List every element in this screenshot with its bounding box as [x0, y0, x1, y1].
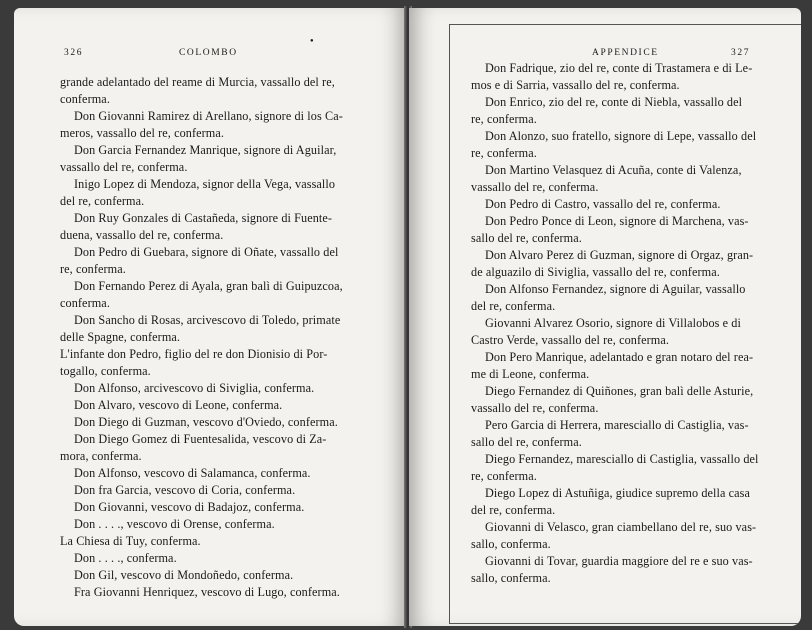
text-line: re, conferma. [471, 112, 537, 126]
page-number-right: 327 [731, 48, 751, 58]
text-line: Don Alvaro, vescovo di Leone, conferma. [74, 398, 283, 412]
text-line: Don Fadrique, zio del re, conte di Trastamera e di Le- [485, 61, 753, 75]
text-line: Diego Lopez di Astuñiga, giudice supremo della casa [485, 486, 751, 500]
text-line: vassallo del re, conferma. [471, 180, 599, 194]
text-line: Don Alfonso Fernandez, signore di Aguilar, vassallo [485, 282, 746, 296]
text-line: Don Sancho di Rosas, arcivescovo di Toledo, primate [74, 313, 341, 327]
text-line: sallo del re, conferma. [471, 435, 582, 449]
text-line: Diego Fernandez, maresciallo di Castiglia, vassallo del [485, 452, 759, 466]
text-line: Don Gil, vescovo di Mondoñedo, conferma. [74, 568, 294, 582]
text-line: Don Fernando Perez di Ayala, gran balì di Guipuzcoa, [74, 279, 343, 293]
text-line: me di Leone, conferma. [471, 367, 590, 381]
ink-speck: ● [310, 38, 314, 44]
text-line: Don Giovanni, vescovo di Badajoz, conferma. [74, 500, 305, 514]
text-line: L'infante don Pedro, figlio del re don Dionisio di Por- [60, 347, 328, 361]
text-line: delle Spagne, conferma. [60, 330, 181, 344]
page-number-left: 326 [64, 48, 84, 58]
text-line: Don Pero Manrique, adelantado e gran notaro del rea- [485, 350, 754, 364]
text-line: Pero Garcia di Herrera, maresciallo di Castiglia, vas- [485, 418, 749, 432]
text-line: re, conferma. [471, 469, 537, 483]
text-line: Don Martino Velasquez di Acuña, conte di Valenza, [485, 163, 742, 177]
text-line: re, conferma. [471, 146, 537, 160]
text-line: Don Alfonso, arcivescovo di Siviglia, conferma. [74, 381, 315, 395]
text-line: Giovanni Alvarez Osorio, signore di Villalobos e di [485, 316, 741, 330]
text-line: conferma. [60, 296, 110, 310]
running-head-left: COLOMBO [179, 48, 238, 58]
text-line: Don Pedro di Guebara, signore di Oñate, vassallo del [74, 245, 339, 259]
text-line: Don Diego di Guzman, vescovo d'Oviedo, conferma. [74, 415, 338, 429]
left-page [14, 8, 407, 626]
text-line: Fra Giovanni Henriquez, vescovo di Lugo, conferma. [74, 585, 340, 599]
text-line: Don Pedro Ponce di Leon, signore di Marchena, vas- [485, 214, 749, 228]
text-line: Diego Fernandez di Quiñones, gran balì delle Asturie, [485, 384, 754, 398]
text-line: meros, vassallo del re, conferma. [60, 126, 225, 140]
text-line: Giovanni di Velasco, gran ciambellano del re, suo vas- [485, 520, 757, 534]
text-line: del re, conferma. [60, 194, 145, 208]
text-line: Don Alonzo, suo fratello, signore di Lepe, vassallo del [485, 129, 757, 143]
text-line: Don Pedro di Castro, vassallo del re, conferma. [485, 197, 721, 211]
text-line: Don fra Garcia, vescovo di Coria, conferma. [74, 483, 296, 497]
text-line: del re, conferma. [471, 503, 556, 517]
text-line: mora, conferma. [60, 449, 142, 463]
text-line: Don Diego Gomez di Fuentesalida, vescovo di Za- [74, 432, 327, 446]
text-line: conferma. [60, 92, 110, 106]
text-line: Don Garcia Fernandez Manrique, signore di Aguilar, [74, 143, 337, 157]
text-line: grande adelantado del reame di Murcia, vassallo del re, [60, 75, 335, 89]
text-line: Castro Verde, vassallo del re, conferma. [471, 333, 670, 347]
text-line: Don Giovanni Ramirez di Arellano, signore di los Ca- [74, 109, 343, 123]
text-line: Don Ruy Gonzales di Castañeda, signore di Fuente- [74, 211, 333, 225]
text-line: vassallo del re, conferma. [471, 401, 599, 415]
text-line: Inigo Lopez di Mendoza, signor della Vega, vassallo [74, 177, 336, 191]
text-line: Giovanni di Tovar, guardia maggiore del re e suo vas- [485, 554, 753, 568]
text-line: vassallo del re, conferma. [60, 160, 188, 174]
text-line: duena, vassallo del re, conferma. [60, 228, 224, 242]
text-line: Don Alfonso, vescovo di Salamanca, conferma. [74, 466, 311, 480]
text-line: Don Enrico, zio del re, conte di Niebla, vassallo del [485, 95, 743, 109]
text-line: Don Alvaro Perez di Guzman, signore di Orgaz, gran- [485, 248, 754, 262]
text-line: Don . . . ., vescovo di Orense, conferma. [74, 517, 275, 531]
text-line: re, conferma. [60, 262, 126, 276]
right-page [409, 8, 801, 626]
running-head-right: APPENDICE [592, 48, 659, 58]
text-line: sallo, conferma. [471, 571, 551, 585]
text-line: Don . . . ., conferma. [74, 551, 177, 565]
text-line: La Chiesa di Tuy, conferma. [60, 534, 201, 548]
text-line: de alguazilo di Siviglia, vassallo del re, conferma. [471, 265, 720, 279]
text-line: togallo, conferma. [60, 364, 151, 378]
text-line: sallo, conferma. [471, 537, 551, 551]
text-line: del re, conferma. [471, 299, 556, 313]
text-line: mos e di Sarria, vassallo del re, conferma. [471, 78, 680, 92]
text-line: sallo del re, conferma. [471, 231, 582, 245]
